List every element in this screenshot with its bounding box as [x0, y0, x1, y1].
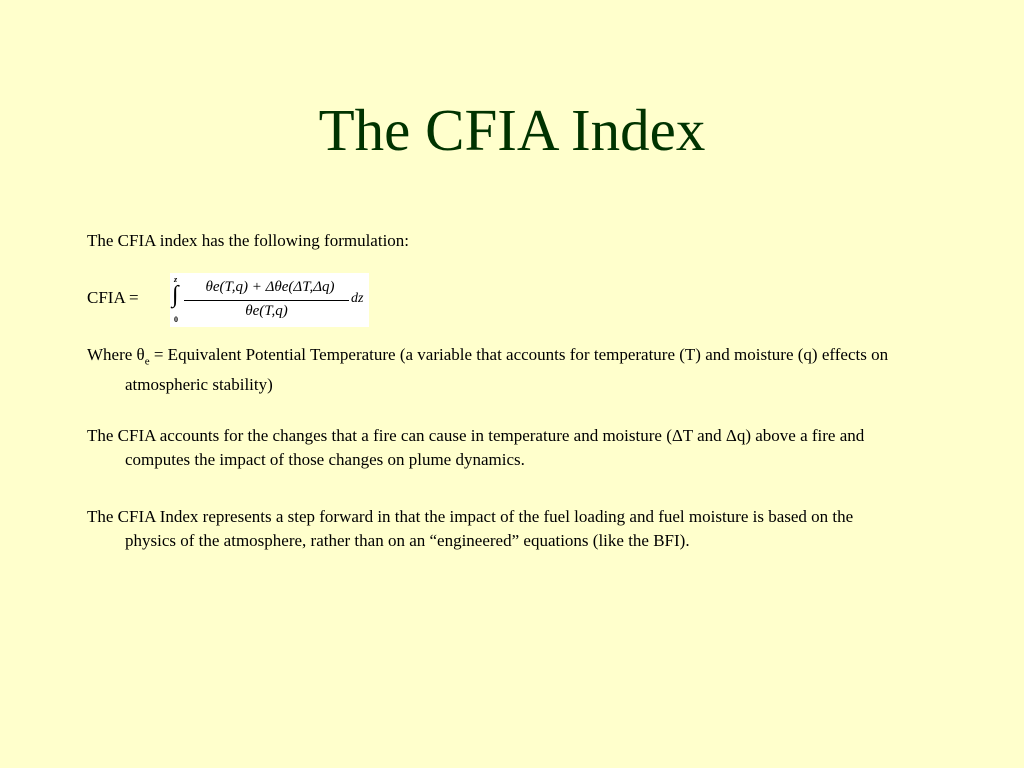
where-paragraph	[87, 343, 895, 397]
integral-upper-limit: z	[174, 275, 178, 284]
slide-title: The CFIA Index	[318, 97, 706, 163]
cfia-label: CFIA =	[87, 288, 139, 307]
where-subscript: e	[144, 355, 150, 368]
fraction-bar	[184, 300, 349, 301]
formula-denominator: θe(T,q)	[245, 303, 288, 319]
where-rest: = Equivalent Potential Temperature (a variable that accounts for temperature (T) and moisture (q) effects on atmospheric stability)	[125, 345, 889, 395]
integral-sign: ∫	[172, 282, 179, 308]
formula-differential: dz	[351, 291, 364, 306]
formula-numerator: θe(T,q) + Δθe(ΔT,Δq)	[205, 279, 335, 295]
where-prefix: Where θ	[87, 345, 145, 364]
represents-paragraph: The CFIA Index represents a step forward in that the impact of the fuel loading and fuel moisture is based on the physics of the atmosphere, rather than on an “engineered” equations (like the BFI).	[87, 507, 854, 550]
intro-text: The CFIA index has the following formulation:	[87, 231, 410, 250]
accounts-paragraph: The CFIA accounts for the changes that a fire can cause in temperature and moisture (ΔT and Δq) above a fire and computes the impact of those changes on plume dynamics.	[87, 426, 865, 469]
integral-lower-limit: 0	[174, 315, 178, 324]
cfia-formula	[170, 273, 369, 327]
